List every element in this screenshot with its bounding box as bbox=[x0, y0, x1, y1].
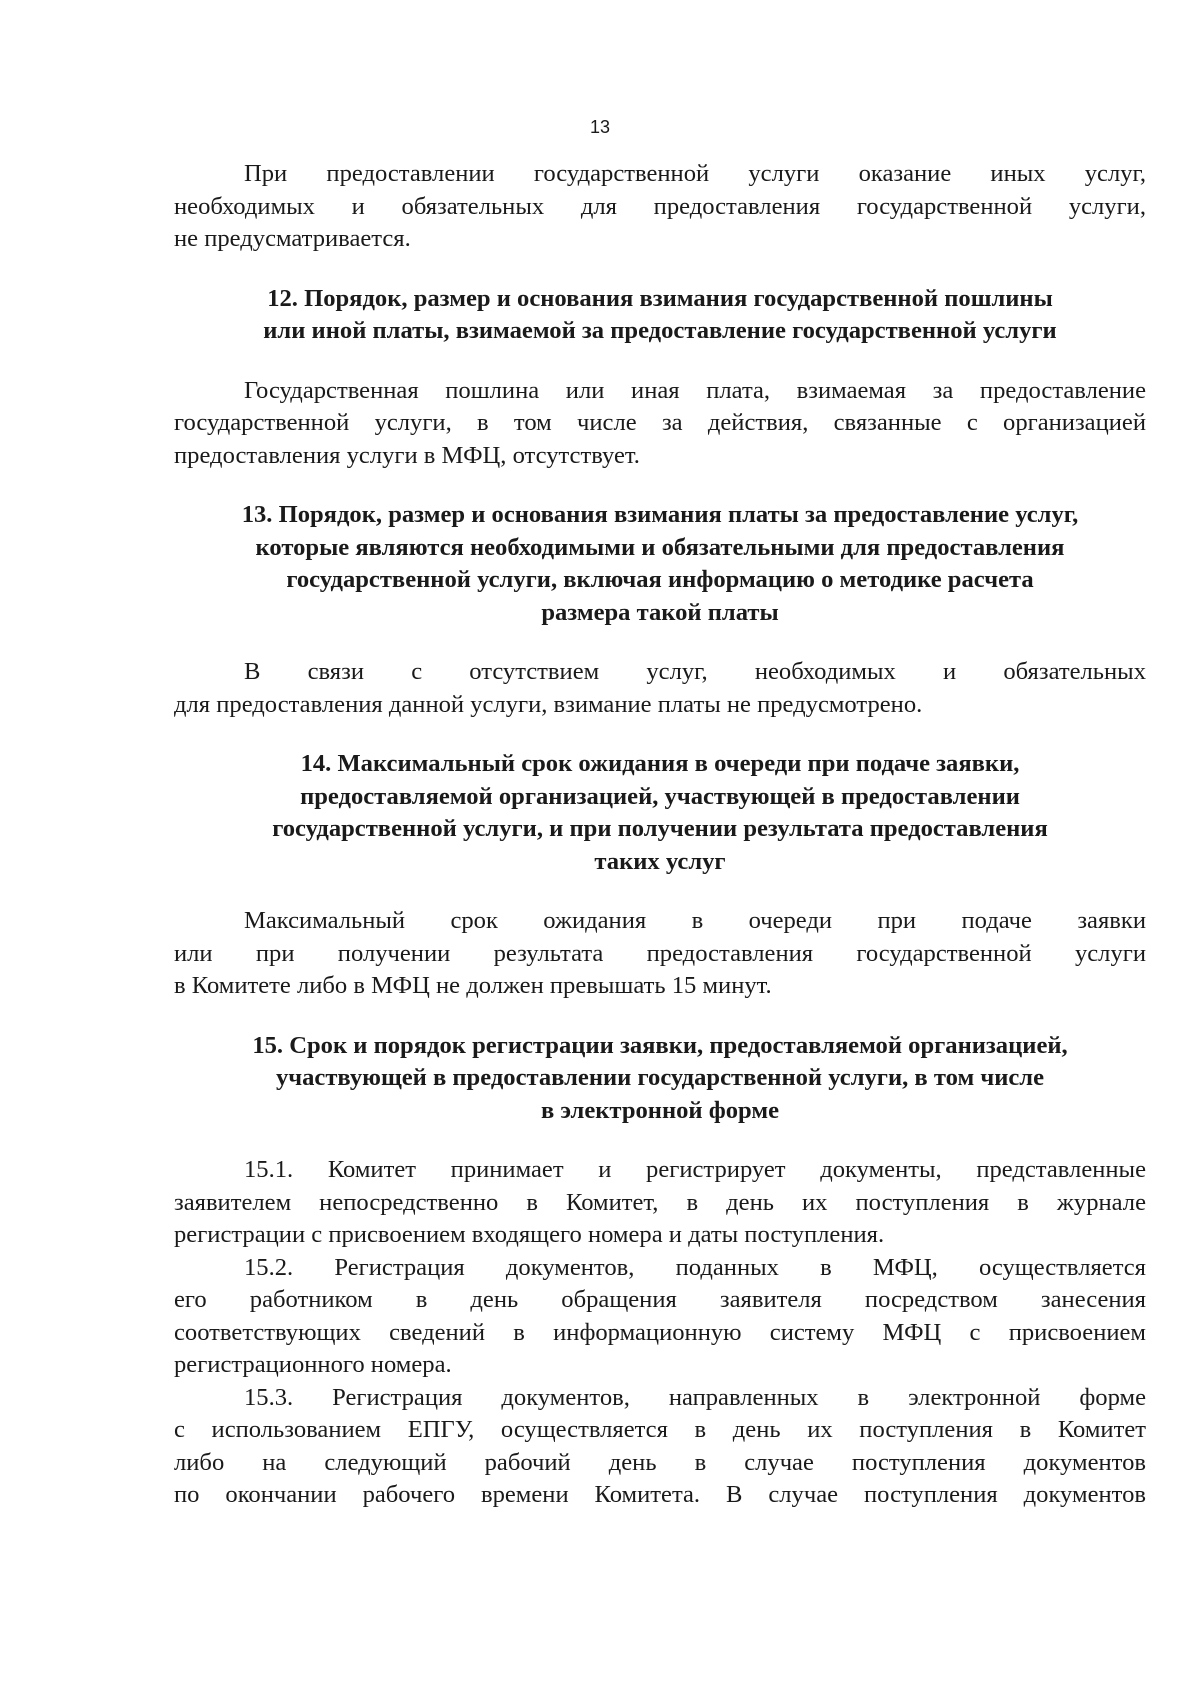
text-line: 15.1. Комитет принимает и регистрирует документы, представленные bbox=[244, 1156, 1146, 1183]
text-line: соответствующих сведений в информационную систему МФЦ с присвоением bbox=[174, 1318, 1146, 1346]
heading-line: государственной услуги, включая информацию о методике расчета bbox=[286, 566, 1034, 593]
text-line: необходимых и обязательных для предоставления государственной услуги, bbox=[174, 192, 1146, 220]
text-line: в Комитете либо в МФЦ не должен превышать 15 минут. bbox=[174, 972, 772, 999]
text-line: 15.2. Регистрация документов, поданных в МФЦ, осуществляется bbox=[244, 1253, 1146, 1281]
heading-line: таких услуг bbox=[594, 847, 726, 875]
text-line: При предоставлении государственной услуги оказание иных услуг, bbox=[244, 160, 1146, 187]
text-line: В связи с отсутствием услуг, необходимых и обязательных bbox=[244, 658, 1146, 685]
heading-line: 13. Порядок, размер и основания взимания платы за предоставление услуг, bbox=[241, 501, 1079, 528]
paragraph bbox=[174, 158, 1146, 256]
heading-line: 15. Срок и порядок регистрации заявки, предоставляемой организацией, bbox=[252, 1031, 1068, 1059]
paragraph bbox=[174, 1252, 1146, 1382]
heading-line: государственной услуги, и при получении результата предоставления bbox=[272, 815, 1048, 842]
heading-line: 12. Порядок, размер и основания взимания государственной пошлины bbox=[267, 284, 1053, 312]
page-number: 13 bbox=[589, 117, 611, 137]
heading-line: размера такой платы bbox=[541, 598, 779, 626]
text-line: для предоставления данной услуги, взимание платы не предусмотрено. bbox=[174, 690, 923, 718]
section-heading bbox=[174, 1030, 1146, 1128]
text-line: регистрации с присвоением входящего номера и даты поступления. bbox=[174, 1221, 885, 1248]
text-line: регистрационного номера. bbox=[174, 1351, 452, 1378]
section-heading bbox=[174, 283, 1146, 348]
text-line: по окончании рабочего времени Комитета. В случае поступления документов bbox=[174, 1481, 1146, 1508]
text-line: предоставления услуги в МФЦ, отсутствует. bbox=[174, 441, 640, 469]
section-heading bbox=[174, 748, 1146, 878]
heading-line: в электронной форме bbox=[540, 1096, 780, 1124]
heading-line: участвующей в предоставлении государственной услуги, в том числе bbox=[275, 1064, 1045, 1091]
heading-line: 14. Максимальный срок ожидания в очереди при подаче заявки, bbox=[300, 750, 1020, 777]
paragraph bbox=[174, 375, 1146, 473]
paragraph bbox=[174, 905, 1146, 1003]
heading-line: или иной платы, взимаемой за предоставление государственной услуги bbox=[263, 317, 1057, 344]
text-line: не предусматривается. bbox=[174, 225, 411, 252]
paragraph bbox=[174, 1382, 1146, 1512]
text-line: Государственная пошлина или иная плата, взимаемая за предоставление bbox=[244, 376, 1146, 404]
section-heading bbox=[174, 499, 1146, 629]
text-line: Максимальный срок ожидания в очереди при подаче заявки bbox=[244, 907, 1146, 934]
text-line: его работником в день обращения заявителя посредством занесения bbox=[174, 1286, 1146, 1313]
paragraph bbox=[174, 656, 1146, 721]
heading-line: которые являются необходимыми и обязательными для предоставления bbox=[255, 533, 1065, 561]
text-line: государственной услуги, в том числе за действия, связанные с организацией bbox=[174, 409, 1146, 436]
text-line: с использованием ЕПГУ, осуществляется в день их поступления в Комитет bbox=[174, 1416, 1146, 1443]
heading-line: предоставляемой организацией, участвующей в предоставлении bbox=[300, 782, 1020, 810]
document-body bbox=[174, 158, 1146, 1512]
paragraph bbox=[174, 1154, 1146, 1252]
text-line: либо на следующий рабочий день в случае поступления документов bbox=[174, 1448, 1146, 1476]
text-line: 15.3. Регистрация документов, направленных в электронной форме bbox=[244, 1383, 1146, 1411]
text-line: заявителем непосредственно в Комитет, в день их поступления в журнале bbox=[174, 1188, 1146, 1216]
text-line: или при получении результата предоставления государственной услуги bbox=[174, 939, 1146, 967]
